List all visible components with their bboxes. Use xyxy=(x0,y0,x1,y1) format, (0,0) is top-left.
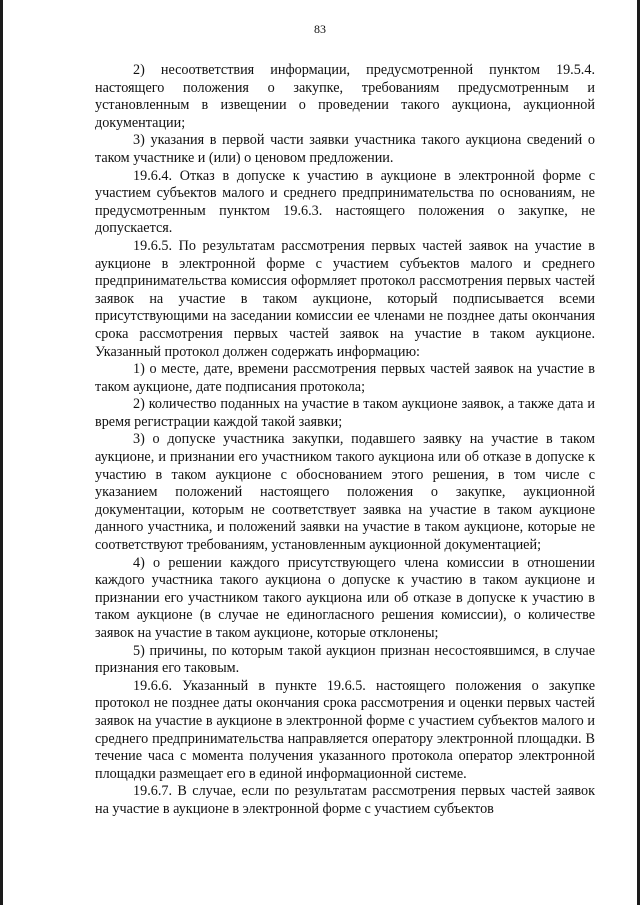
paragraph: 4) о решении каждого присутствующего члена комиссии в отношении каждого участника такого аукциона о допуске к участию в таком аукционе и признании его участником такого аукциона или об отказе в допуске к участию в таком аукционе (в случае не единогласного решения комиссии), о количестве заявок на участие в таком аукционе, которые отклонены; xyxy=(95,554,595,641)
paragraph: 3) о допуске участника закупки, подавшего заявку на участие в таком аукционе, и признании его участником такого аукциона или об отказе в допуске к участию в таком аукционе с обоснованием этого решения, в том числе с указанием положений настоящего положения о закупке, аукционной документации, которым не соответствует заявка на участие в таком аукционе данного участника, и положений заявки на участие в таком аукционе, которые не соответствуют требованиям, установленным аукционной документацией; xyxy=(95,431,595,554)
paragraph: 2) несоответствия информации, предусмотренной пунктом 19.5.4. настоящего положения о закупке, требованиям предусмотренным и установленным в извещении о проведении такого аукциона, аукционной документации; xyxy=(95,62,595,131)
paragraph: 19.6.5. По результатам рассмотрения первых частей заявок на участие в аукционе в электронной форме с участием субъектов малого и среднего предпринимательства комиссия оформляет протокол рассмотрения первых частей заявок на участие в таком аукционе, который подписывается всеми присутствующими на заседании комиссии ее членами не позднее даты окончания срока рассмотрения первых частей заявок на участие в таком аукционе. Указанный протокол должен содержать информацию: xyxy=(95,237,595,360)
paragraph: 19.6.6. Указанный в пункте 19.6.5. настоящего положения о закупке протокол не позднее даты окончания срока рассмотрения и оценки первых частей заявок на участие в аукционе в электронной форме с участием субъектов малого и среднего предпринимательства направляется оператору электронной площадки. В течение часа с момента получения указанного протокола оператор электронной площадки размещает его в единой информационной системе. xyxy=(95,677,595,782)
paragraph: 5) причины, по которым такой аукцион признан несостоявшимся, в случае признания его таковым. xyxy=(95,642,595,677)
page-number: 83 xyxy=(314,22,326,36)
paragraph: 19.6.4. Отказ в допуске к участию в аукционе в электронной форме с участием субъектов малого и среднего предпринимательства по основаниям, не предусмотренным пунктом 19.6.3. настоящего положения о закупке, не допускается. xyxy=(95,167,595,237)
paragraph: 2) количество поданных на участие в таком аукционе заявок, а также дата и время регистрации каждой такой заявки; xyxy=(95,396,595,430)
paragraph: 3) указания в первой части заявки участника такого аукциона сведений о таком участнике и (или) о ценовом предложении. xyxy=(95,132,595,166)
paragraph: 19.6.7. В случае, если по результатам рассмотрения первых частей заявок на участие в аукционе в электронной форме с участием субъектов xyxy=(95,783,595,817)
paragraph: 1) о месте, дате, времени рассмотрения первых частей заявок на участие в таком аукционе, дате подписания протокола; xyxy=(95,361,595,395)
document-body xyxy=(95,62,595,819)
